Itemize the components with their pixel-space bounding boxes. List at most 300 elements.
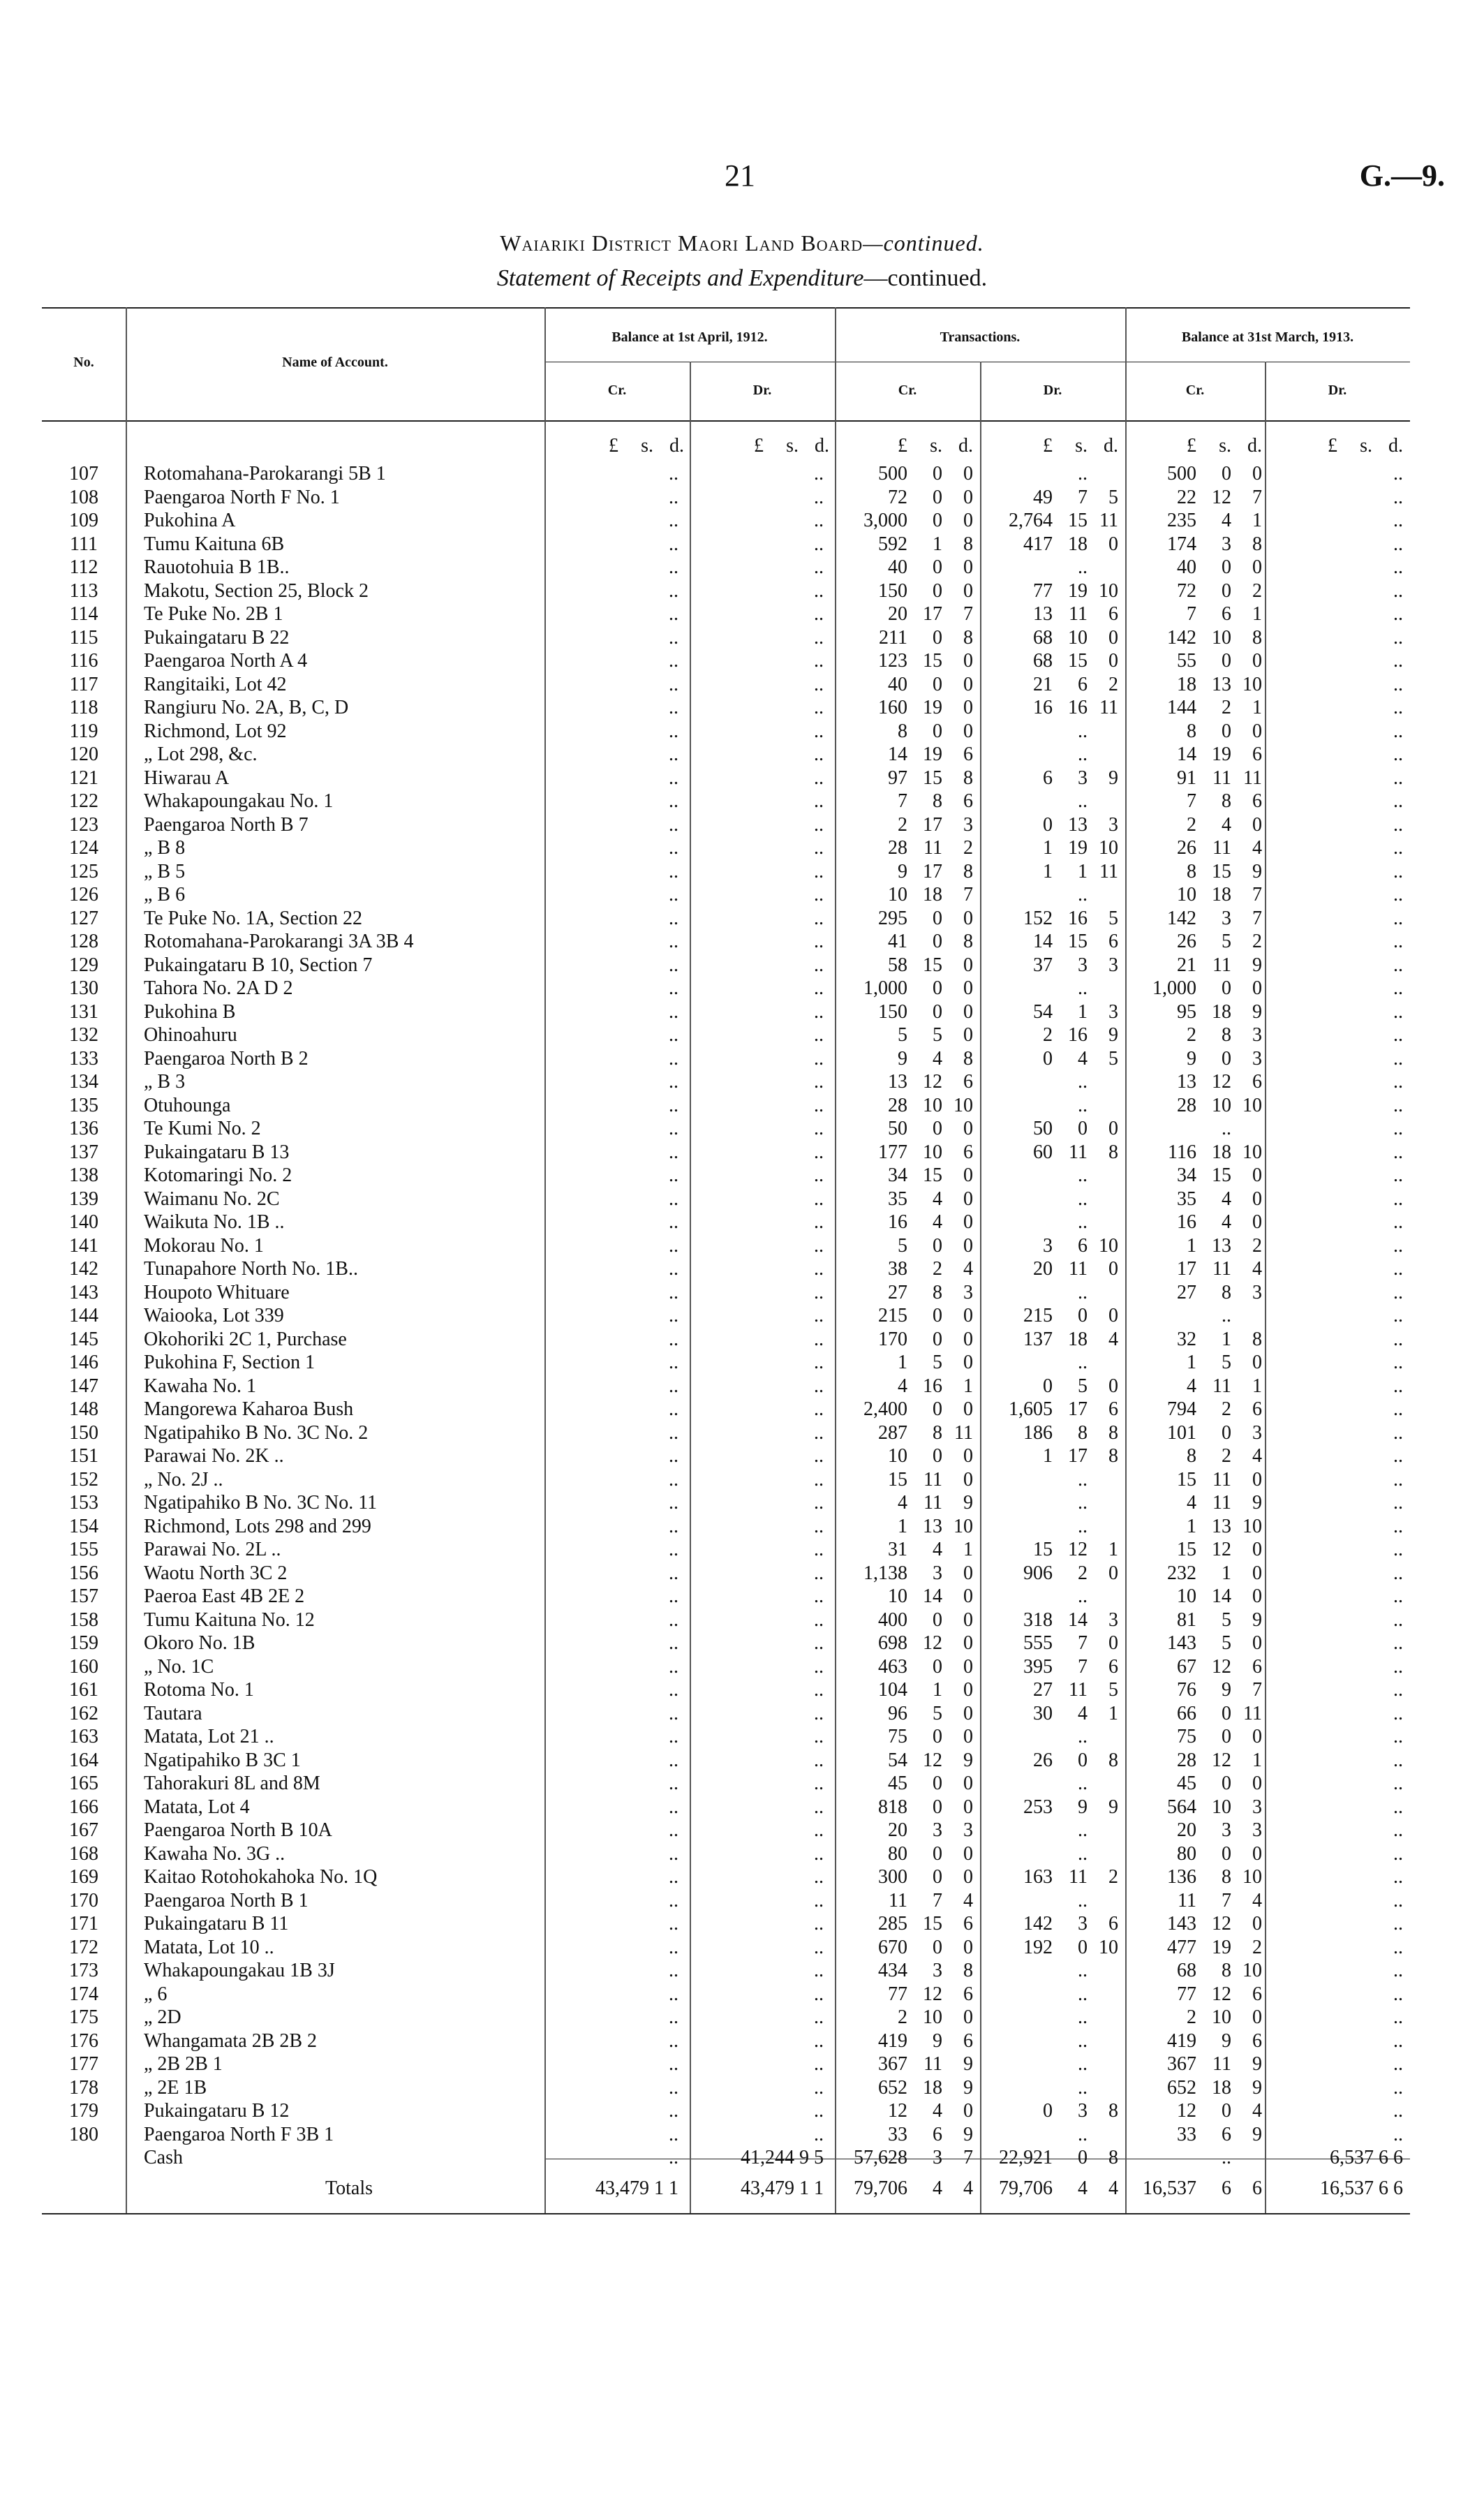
unit-shilling: s. xyxy=(1360,435,1372,457)
row-balance-start-dr: .. xyxy=(814,1258,824,1280)
row-account-name: Pukaingataru B 12 xyxy=(144,2100,290,2122)
row-balance-start-dr: .. xyxy=(814,1773,824,1794)
row-transactions-dr-shillings: 0 xyxy=(1078,1936,1088,1958)
row-transactions-dr-blank: .. xyxy=(1078,2029,1088,2052)
row-balance-start-dr: .. xyxy=(814,1749,824,1771)
row-balance-end-cr-pence: 0 xyxy=(1252,720,1262,742)
row-balance-end-cr-pounds: 45 xyxy=(1177,1773,1196,1794)
row-balance-end-cr xyxy=(1127,673,1265,697)
row-balance-end-cr-pounds: 15 xyxy=(1177,1468,1196,1491)
row-transactions-dr-shillings: 11 xyxy=(1069,603,1088,625)
row-balance-end-cr-pounds: 8 xyxy=(1187,860,1196,882)
row-no: 124 xyxy=(69,837,98,859)
row-balance-end-dr: .. xyxy=(1393,1047,1403,1070)
row-balance-end-cr-pounds: 12 xyxy=(1177,2100,1196,2122)
row-transactions-cr xyxy=(838,1609,980,1632)
row-balance-end-cr-shillings: 0 xyxy=(1222,1047,1231,1070)
row-balance-end-cr xyxy=(1127,1983,1265,2006)
row-balance-end-cr-pounds: 26 xyxy=(1177,931,1196,952)
row-account-name: Waimanu No. 2C xyxy=(144,1188,280,1210)
row-balance-end-cr-pounds: 77 xyxy=(1177,1983,1196,2005)
row-transactions-cr-pounds: 7 xyxy=(898,790,907,812)
row-transactions-cr-shillings: 15 xyxy=(923,1913,942,1935)
row-transactions-dr-pounds: 253 xyxy=(1023,1796,1053,1818)
row-balance-end-cr-pounds: 10 xyxy=(1177,884,1196,905)
row-transactions-dr xyxy=(983,1865,1125,1889)
row-transactions-cr xyxy=(838,486,980,510)
row-account-name: Whakapoungakau No. 1 xyxy=(144,790,334,812)
row-balance-end-cr-pounds: 4 xyxy=(1187,1492,1196,1514)
row-transactions-cr-pence: 0 xyxy=(963,463,973,485)
row-transactions-cr-shillings: 17 xyxy=(923,860,942,882)
row-transactions-dr-pence: 8 xyxy=(1108,1749,1118,1771)
row-transactions-cr xyxy=(838,2123,980,2147)
row-transactions-dr-pence: 1 xyxy=(1108,1702,1118,1724)
row-balance-start-cr: .. xyxy=(669,1305,678,1326)
row-balance-end-cr-shillings: 15 xyxy=(1212,860,1231,882)
row-account-name: Matata, Lot 10 .. xyxy=(144,1936,274,1958)
row-balance-end-dr: .. xyxy=(1393,1539,1403,1560)
row-balance-start-dr: .. xyxy=(814,1796,824,1818)
row-transactions-dr-blank: .. xyxy=(1078,1889,1088,1911)
row-balance-start-dr: .. xyxy=(814,1889,824,1911)
row-balance-end-cr xyxy=(1127,2076,1265,2100)
row-balance-start-cr: .. xyxy=(669,884,678,905)
unit-pence: d. xyxy=(958,435,973,457)
row-no: 174 xyxy=(69,1983,98,2005)
row-transactions-cr-shillings: 0 xyxy=(933,486,942,508)
row-no: 176 xyxy=(69,2029,98,2052)
row-balance-end-cr xyxy=(1127,1211,1265,1234)
row-balance-end-cr-shillings: 12 xyxy=(1212,1539,1231,1560)
row-balance-end-cr xyxy=(1127,954,1265,977)
row-transactions-cr-pounds: 27 xyxy=(888,1281,907,1303)
row-balance-start-dr: .. xyxy=(814,907,824,929)
row-transactions-dr-pence: 9 xyxy=(1108,767,1118,789)
row-account-name: Kawaha No. 1 xyxy=(144,1375,256,1397)
row-balance-end-dr: .. xyxy=(1393,2006,1403,2028)
row-transactions-cr-shillings: 8 xyxy=(933,790,942,812)
row-balance-end-cr-pence: 0 xyxy=(1252,1468,1262,1491)
row-balance-end-cr-pounds: 136 xyxy=(1167,1866,1196,1888)
row-balance-end-cr-shillings: 19 xyxy=(1212,1936,1231,1958)
row-no: 144 xyxy=(69,1305,98,1326)
row-balance-start-dr: .. xyxy=(814,1421,824,1444)
row-transactions-dr xyxy=(983,1117,1125,1141)
row-balance-end-dr: .. xyxy=(1393,579,1403,602)
row-transactions-cr-shillings: 15 xyxy=(923,954,942,976)
row-transactions-dr-shillings: 3 xyxy=(1078,767,1088,789)
row-balance-start-dr: .. xyxy=(814,813,824,836)
row-balance-start-cr: .. xyxy=(669,1258,678,1280)
row-balance-end-cr-pounds: 16 xyxy=(1177,1211,1196,1233)
row-transactions-cr xyxy=(838,1141,980,1164)
totals-transactions-dr-shillings: 4 xyxy=(1078,2177,1088,2199)
row-balance-start-dr: .. xyxy=(814,2076,824,2099)
row-transactions-dr-pence: 0 xyxy=(1108,1562,1118,1584)
row-transactions-dr-pounds: 1 xyxy=(1043,860,1053,882)
row-balance-end-dr: .. xyxy=(1393,1726,1403,1747)
row-balance-end-dr: .. xyxy=(1393,1398,1403,1420)
row-transactions-dr-blank: .. xyxy=(1078,2076,1088,2099)
row-balance-start-cr: .. xyxy=(669,931,678,952)
row-balance-end-cr-shillings: 0 xyxy=(1222,1726,1231,1747)
row-balance-start-dr: .. xyxy=(814,2029,824,2052)
row-balance-start-cr: .. xyxy=(669,1328,678,1350)
row-balance-start-cr: .. xyxy=(669,907,678,929)
row-transactions-dr-pounds: 192 xyxy=(1023,1936,1053,1958)
row-balance-start-cr: .. xyxy=(669,1375,678,1397)
row-balance-end-cr-pence: 1 xyxy=(1252,1749,1262,1771)
row-transactions-dr xyxy=(983,486,1125,510)
row-balance-start-cr: .. xyxy=(669,1164,678,1186)
row-transactions-dr-pence: 0 xyxy=(1108,1258,1118,1280)
row-balance-end-dr: .. xyxy=(1393,697,1403,718)
row-no: 164 xyxy=(69,1749,98,1771)
row-transactions-cr-shillings: 0 xyxy=(933,720,942,742)
row-transactions-cr-pounds: 300 xyxy=(878,1866,907,1888)
row-transactions-dr-shillings: 0 xyxy=(1078,1118,1088,1139)
row-account-name: Tumu Kaituna 6B xyxy=(144,533,285,555)
row-balance-end-cr-pence: 8 xyxy=(1252,533,1262,555)
row-balance-start-dr: .. xyxy=(814,556,824,578)
row-transactions-cr-pence: 7 xyxy=(963,2147,973,2168)
row-balance-end-cr-shillings: 12 xyxy=(1212,1749,1231,1771)
row-transactions-cr-pounds: 818 xyxy=(878,1796,907,1818)
row-transactions-dr-pounds: 20 xyxy=(1033,1258,1053,1280)
row-no: 147 xyxy=(69,1375,98,1397)
page-subtitle xyxy=(0,265,1484,292)
row-transactions-cr-shillings: 0 xyxy=(933,673,942,695)
row-balance-end-dr: .. xyxy=(1393,1445,1403,1467)
row-balance-start-cr: .. xyxy=(669,1094,678,1116)
row-transactions-dr-blank: .. xyxy=(1078,790,1088,812)
row-balance-start-cr: .. xyxy=(669,1936,678,1958)
row-transactions-cr-shillings: 3 xyxy=(933,1960,942,1981)
row-balance-end-dr: .. xyxy=(1393,673,1403,695)
row-balance-start-cr: .. xyxy=(669,1141,678,1163)
row-transactions-dr xyxy=(983,930,1125,954)
row-balance-end-cr-shillings: 10 xyxy=(1212,1094,1231,1116)
row-balance-end-cr-pounds: 17 xyxy=(1177,1258,1196,1280)
row-account-name: Makotu, Section 25, Block 2 xyxy=(144,579,369,602)
row-balance-end-dr: .. xyxy=(1393,1164,1403,1186)
row-balance-end-cr-shillings: 0 xyxy=(1222,1702,1231,1724)
totals-balance-end-cr-pounds: 16,537 xyxy=(1143,2177,1196,2199)
row-transactions-cr-pounds: 35 xyxy=(888,1188,907,1210)
row-transactions-cr-pence: 0 xyxy=(963,907,973,929)
row-balance-start-cr: .. xyxy=(669,2100,678,2122)
row-transactions-dr-pounds: 1,605 xyxy=(1009,1398,1053,1420)
row-transactions-cr-pounds: 57,628 xyxy=(854,2147,907,2168)
unit-shilling: s. xyxy=(786,435,799,457)
row-balance-end-cr-pounds: 18 xyxy=(1177,673,1196,695)
row-balance-end-cr-pounds: 76 xyxy=(1177,1679,1196,1701)
row-transactions-cr-shillings: 18 xyxy=(923,2076,942,2099)
header-ecr: Cr. xyxy=(1185,383,1205,398)
row-balance-start-cr: .. xyxy=(669,510,678,531)
row-transactions-cr-pounds: 295 xyxy=(878,907,907,929)
row-transactions-dr-pounds: 3 xyxy=(1043,1234,1053,1257)
row-transactions-cr-shillings: 4 xyxy=(933,1047,942,1070)
row-transactions-dr-shillings: 11 xyxy=(1069,1141,1088,1163)
row-balance-end-cr-pence: 6 xyxy=(1252,790,1262,812)
row-transactions-dr xyxy=(983,1164,1125,1188)
row-balance-end-cr-shillings: 5 xyxy=(1222,1609,1231,1631)
row-transactions-cr xyxy=(838,1936,980,1960)
totals-balance-end-cr xyxy=(1127,2177,1265,2201)
row-balance-start-dr: .. xyxy=(814,1234,824,1257)
row-balance-start-dr: .. xyxy=(814,1632,824,1654)
row-transactions-dr-pence: 2 xyxy=(1108,1866,1118,1888)
row-balance-end-cr-pounds: 142 xyxy=(1167,626,1196,649)
row-balance-end-cr-pence: 0 xyxy=(1252,813,1262,836)
page-number: 21 xyxy=(725,158,755,193)
row-transactions-cr-pence: 0 xyxy=(963,720,973,742)
row-transactions-dr-shillings: 11 xyxy=(1069,1866,1088,1888)
row-transactions-cr-shillings: 12 xyxy=(923,1071,942,1093)
row-balance-end-cr-pounds: 2 xyxy=(1187,2006,1196,2028)
row-balance-end-cr-pounds: 91 xyxy=(1177,767,1196,789)
row-transactions-dr-blank: .. xyxy=(1078,1585,1088,1607)
row-account-name: Pukohina F, Section 1 xyxy=(144,1352,316,1373)
row-balance-end-cr-shillings: 5 xyxy=(1222,1352,1231,1373)
row-transactions-dr xyxy=(983,1421,1125,1445)
row-balance-start-cr: .. xyxy=(669,1679,678,1701)
row-balance-end-dr: .. xyxy=(1393,1468,1403,1491)
col-rule-name xyxy=(544,307,546,2213)
row-balance-end-cr-pence: 1 xyxy=(1252,603,1262,625)
row-transactions-dr-shillings: 4 xyxy=(1078,1702,1088,1724)
row-balance-end-dr: 6,537 6 6 xyxy=(1330,2147,1403,2168)
row-transactions-dr-shillings: 1 xyxy=(1078,860,1088,882)
row-no: 127 xyxy=(69,907,98,929)
row-transactions-dr-pence: 9 xyxy=(1108,1796,1118,1818)
row-transactions-cr-pence: 0 xyxy=(963,650,973,672)
row-transactions-cr xyxy=(838,1257,980,1281)
row-balance-end-cr xyxy=(1127,533,1265,556)
row-transactions-cr xyxy=(838,1117,980,1141)
row-transactions-dr-shillings: 16 xyxy=(1068,907,1088,929)
row-transactions-dr-blank: .. xyxy=(1078,1842,1088,1865)
row-balance-end-cr-pence: 7 xyxy=(1252,884,1262,905)
row-transactions-dr-blank: .. xyxy=(1078,2006,1088,2028)
row-balance-end-cr-pence: 1 xyxy=(1252,510,1262,531)
row-transactions-dr-shillings: 14 xyxy=(1068,1609,1088,1631)
row-transactions-cr-pence: 1 xyxy=(963,1539,973,1560)
row-transactions-dr-pence: 0 xyxy=(1108,533,1118,555)
row-transactions-cr-pounds: 400 xyxy=(878,1609,907,1631)
row-balance-end-cr-pounds: 9 xyxy=(1187,1047,1196,1070)
row-transactions-cr xyxy=(838,1070,980,1094)
row-transactions-cr-pounds: 1,138 xyxy=(863,1562,907,1584)
row-transactions-cr-pounds: 10 xyxy=(888,884,907,905)
row-balance-end-dr: .. xyxy=(1393,931,1403,952)
row-transactions-dr xyxy=(983,954,1125,977)
row-balance-end-cr-pence: 0 xyxy=(1252,1726,1262,1747)
row-balance-start-cr: .. xyxy=(669,1445,678,1467)
row-balance-start-cr: .. xyxy=(669,1913,678,1935)
row-no: 163 xyxy=(69,1726,98,1747)
row-transactions-dr-blank: .. xyxy=(1078,1492,1088,1514)
row-transactions-dr xyxy=(983,1328,1125,1352)
row-no: 178 xyxy=(69,2076,98,2099)
row-transactions-cr-pounds: 2,400 xyxy=(863,1398,907,1420)
row-no: 121 xyxy=(69,767,98,789)
row-balance-end-cr-pence: 0 xyxy=(1252,463,1262,485)
row-transactions-dr xyxy=(983,907,1125,931)
row-transactions-cr xyxy=(838,860,980,884)
row-transactions-dr-blank: .. xyxy=(1078,884,1088,905)
row-transactions-dr-pounds: 49 xyxy=(1033,486,1053,508)
row-balance-start-cr: .. xyxy=(669,1983,678,2005)
row-balance-end-dr: .. xyxy=(1393,2029,1403,2052)
row-balance-start-cr: .. xyxy=(669,1960,678,1981)
row-transactions-cr-pounds: 2 xyxy=(898,2006,907,2028)
row-transactions-cr xyxy=(838,813,980,837)
row-balance-end-cr-pounds: 7 xyxy=(1187,603,1196,625)
header-name: Name of Account. xyxy=(282,355,388,370)
row-balance-start-cr: .. xyxy=(669,463,678,485)
row-balance-end-dr: .. xyxy=(1393,720,1403,742)
row-transactions-dr xyxy=(983,649,1125,673)
row-transactions-cr-pence: 0 xyxy=(963,1866,973,1888)
row-transactions-dr xyxy=(983,1702,1125,1726)
row-transactions-cr xyxy=(838,1515,980,1539)
row-transactions-dr xyxy=(983,1281,1125,1305)
row-balance-end-dr: .. xyxy=(1393,1609,1403,1631)
row-balance-start-dr: .. xyxy=(814,1515,824,1537)
row-transactions-cr xyxy=(838,2006,980,2029)
row-balance-end-cr-pounds: 28 xyxy=(1177,1094,1196,1116)
row-transactions-dr-pounds: 1 xyxy=(1043,837,1053,859)
row-balance-start-cr: .. xyxy=(669,486,678,508)
row-transactions-cr xyxy=(838,1351,980,1375)
row-balance-end-dr: .. xyxy=(1393,1024,1403,1046)
row-transactions-cr xyxy=(838,930,980,954)
row-account-name: Te Kumi No. 2 xyxy=(144,1118,261,1139)
row-transactions-cr-pounds: 4 xyxy=(898,1375,907,1397)
row-transactions-dr-pounds: 26 xyxy=(1033,1749,1053,1771)
row-transactions-dr-blank: .. xyxy=(1078,1094,1088,1116)
row-balance-start-dr: .. xyxy=(814,1609,824,1631)
row-transactions-cr-shillings: 2 xyxy=(933,1258,942,1280)
row-balance-start-cr: .. xyxy=(669,1047,678,1070)
row-account-name: Richmond, Lots 298 and 299 xyxy=(144,1515,371,1537)
row-transactions-cr-pounds: 10 xyxy=(888,1445,907,1467)
row-balance-start-dr: .. xyxy=(814,1679,824,1701)
row-balance-start-cr: .. xyxy=(669,1539,678,1560)
row-transactions-cr-shillings: 19 xyxy=(923,697,942,718)
row-transactions-cr-shillings: 0 xyxy=(933,579,942,602)
row-transactions-cr xyxy=(838,1491,980,1515)
row-balance-end-cr-pence: 10 xyxy=(1242,1960,1262,1981)
row-transactions-cr xyxy=(838,1632,980,1655)
row-balance-end-cr xyxy=(1127,556,1265,579)
row-transactions-cr-shillings: 16 xyxy=(923,1375,942,1397)
row-transactions-dr xyxy=(983,1562,1125,1585)
row-no: 132 xyxy=(69,1024,98,1046)
row-account-name: Rotoma No. 1 xyxy=(144,1679,254,1701)
row-balance-end-cr-pence: 0 xyxy=(1252,1164,1262,1186)
row-transactions-cr-pounds: 670 xyxy=(878,1936,907,1958)
row-balance-end-cr-shillings: 2 xyxy=(1222,697,1231,718)
header-bdr: Dr. xyxy=(752,383,772,398)
row-transactions-cr-pence: 6 xyxy=(963,1071,973,1093)
row-no: 159 xyxy=(69,1632,98,1654)
row-balance-end-cr-pence: 9 xyxy=(1252,860,1262,882)
row-transactions-dr-pence: 3 xyxy=(1108,1000,1118,1023)
row-balance-end-cr-shillings: 8 xyxy=(1222,790,1231,812)
row-account-name: Kawaha No. 3G .. xyxy=(144,1842,285,1865)
row-balance-end-cr-pence: 7 xyxy=(1252,907,1262,929)
row-transactions-dr-shillings: 17 xyxy=(1068,1445,1088,1467)
row-transactions-cr-pence: 6 xyxy=(963,790,973,812)
row-transactions-cr-pounds: 150 xyxy=(878,1000,907,1023)
row-transactions-dr xyxy=(983,2099,1125,2123)
row-no: 135 xyxy=(69,1094,98,1116)
row-no: 150 xyxy=(69,1421,98,1444)
row-transactions-dr-shillings: 8 xyxy=(1078,1421,1088,1444)
row-transactions-dr xyxy=(983,1047,1125,1071)
row-balance-end-cr-blank: .. xyxy=(1222,2147,1231,2168)
row-transactions-dr xyxy=(983,1468,1125,1492)
row-transactions-cr xyxy=(838,1094,980,1118)
row-balance-end-dr: .. xyxy=(1393,1866,1403,1888)
row-balance-start-dr: .. xyxy=(814,1398,824,1420)
row-transactions-cr-pounds: 5 xyxy=(898,1234,907,1257)
row-balance-end-cr-shillings: 0 xyxy=(1222,1421,1231,1444)
row-transactions-cr-shillings: 0 xyxy=(933,626,942,649)
row-transactions-dr-shillings: 3 xyxy=(1078,1913,1088,1935)
row-transactions-dr-shillings: 7 xyxy=(1078,1632,1088,1654)
row-balance-end-cr-pence: 0 xyxy=(1252,1585,1262,1607)
row-transactions-dr xyxy=(983,1585,1125,1609)
row-transactions-dr xyxy=(983,1842,1125,1866)
row-transactions-cr xyxy=(838,767,980,790)
row-transactions-cr-pounds: 367 xyxy=(878,2053,907,2075)
row-transactions-cr-pounds: 40 xyxy=(888,673,907,695)
row-transactions-cr-pence: 0 xyxy=(963,1188,973,1210)
row-transactions-cr-pence: 0 xyxy=(963,486,973,508)
row-balance-start-dr: .. xyxy=(814,1375,824,1397)
row-transactions-dr-pounds: 0 xyxy=(1043,1375,1053,1397)
row-transactions-dr-blank: .. xyxy=(1078,1726,1088,1747)
units-tdr xyxy=(983,434,1125,458)
row-transactions-cr-pounds: 97 xyxy=(888,767,907,789)
row-transactions-cr-shillings: 6 xyxy=(933,2123,942,2145)
row-balance-end-dr: .. xyxy=(1393,767,1403,789)
row-transactions-cr-shillings: 5 xyxy=(933,1024,942,1046)
row-transactions-dr-blank: .. xyxy=(1078,1819,1088,1841)
row-transactions-dr xyxy=(983,1375,1125,1398)
row-balance-end-dr: .. xyxy=(1393,1492,1403,1514)
totals-balance-start-dr: 43,479 1 1 xyxy=(741,2177,824,2199)
row-no: 142 xyxy=(69,1258,98,1280)
row-transactions-cr-shillings: 3 xyxy=(933,1562,942,1584)
row-no: 177 xyxy=(69,2053,98,2075)
row-transactions-cr-pence: 0 xyxy=(963,1842,973,1865)
row-balance-end-cr xyxy=(1127,977,1265,1000)
row-balance-end-cr-pence: 10 xyxy=(1242,673,1262,695)
row-transactions-dr-pounds: 1 xyxy=(1043,1445,1053,1467)
row-transactions-dr-blank: .. xyxy=(1078,1352,1088,1373)
row-balance-start-cr: .. xyxy=(669,2123,678,2145)
row-no: 139 xyxy=(69,1188,98,1210)
row-balance-end-cr-pence: 6 xyxy=(1252,1655,1262,1678)
row-transactions-cr-shillings: 7 xyxy=(933,1889,942,1911)
row-account-name: „ 6 xyxy=(144,1983,168,2005)
